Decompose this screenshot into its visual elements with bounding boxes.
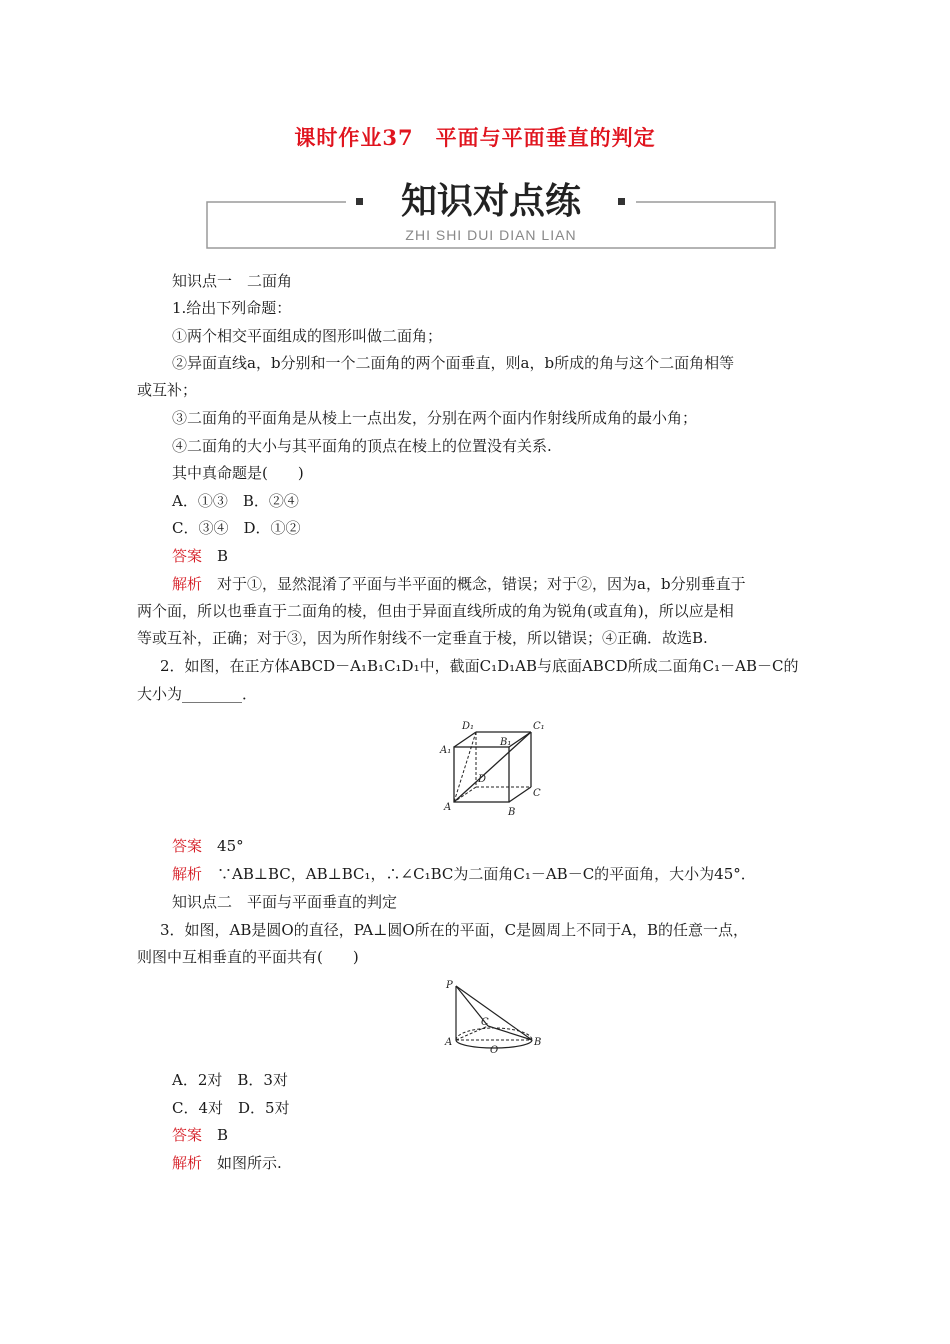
label-C1: C₁ [533, 721, 545, 732]
text-line: ④二面角的大小与其平面角的顶点在棱上的位置没有关系. [172, 437, 552, 455]
option-row-2: C．4对 D．5对 [172, 1099, 290, 1117]
text-line: C．③④ D．①② [172, 519, 301, 537]
label-B: B [508, 807, 516, 818]
explanation-2: 解析 ∵AB⊥BC，AB⊥BC₁，∴∠C₁BC为二面角C₁－AB－C的平面角，大小为45°． [172, 865, 756, 883]
cube-figure [432, 714, 552, 824]
text-line: A．①③ B．②④ [172, 492, 299, 510]
text-line: ③二面角的平面角是从棱上一点出发，分别在两个面内作射线所成角的最小角； [172, 409, 698, 427]
question-2-cont: 大小为________． [137, 685, 258, 703]
explanation-1: 解析 对于①，显然混淆了平面与半平面的概念，错误；对于②，因为a，b分别垂直于 [172, 575, 746, 593]
label-A1: A₁ [440, 745, 452, 756]
text-line: 知识点一 二面角 [172, 272, 293, 290]
answer-3: 答案 B [172, 1126, 229, 1144]
question-2: 2．如图，在正方体ABCD－A₁B₁C₁D₁中，截面C₁D₁AB与底面ABCD所成二面角C₁－AB－C的 [160, 657, 799, 675]
label-C-point: C [481, 1017, 489, 1028]
text-line: ②异面直线a，b分别和一个二面角的两个面垂直，则a，b所成的角与这个二面角相等 [172, 354, 735, 372]
label-D1: D₁ [462, 721, 475, 732]
label-A: A [444, 802, 452, 813]
banner-title: 知识对点练 [400, 180, 582, 222]
text-line: 其中真命题是( ) [172, 464, 304, 482]
option-row-1: A．2对 B．3对 [172, 1071, 288, 1089]
label-O: O [490, 1045, 499, 1056]
answer-2: 答案 45° [172, 837, 244, 855]
page-title: 课时作业37 平面与平面垂直的判定 [294, 125, 656, 150]
section-banner [206, 180, 776, 250]
explanation-3: 解析 如图所示. [172, 1154, 282, 1172]
label-D: D [478, 774, 487, 785]
question-3-cont: 则图中互相垂直的平面共有( ) [137, 948, 359, 966]
text-line: 或互补； [137, 381, 198, 399]
explanation-1-cont: 两个面，所以也垂直于二面角的棱，但由于异面直线所成的角为锐角(或直角)，所以应是相 [137, 602, 734, 620]
label-C: C [533, 788, 541, 799]
answer-1: 答案 B [172, 547, 229, 565]
label-B1: B₁ [500, 737, 512, 748]
knowledge-point-2: 知识点二 平面与平面垂直的判定 [172, 893, 398, 911]
label-P: P [446, 980, 453, 991]
explanation-1-end: 等或互补，正确；对于③，因为所作射线不一定垂直于棱，所以错误；④正确．故选B. [137, 629, 708, 647]
text-line: ①两个相交平面组成的图形叫做二面角； [172, 327, 443, 345]
cone-figure [438, 976, 548, 1058]
text-line: 1.给出下列命题： [172, 299, 292, 317]
banner-subtitle: ZHI SHI DUI DIAN LIAN [405, 227, 577, 243]
question-3: 3．如图，AB是圆O的直径，PA⊥圆O所在的平面，C是圆周上不同于A，B的任意一点， [160, 921, 748, 939]
label-B-point: B [534, 1037, 542, 1048]
label-A-point: A [445, 1037, 453, 1048]
